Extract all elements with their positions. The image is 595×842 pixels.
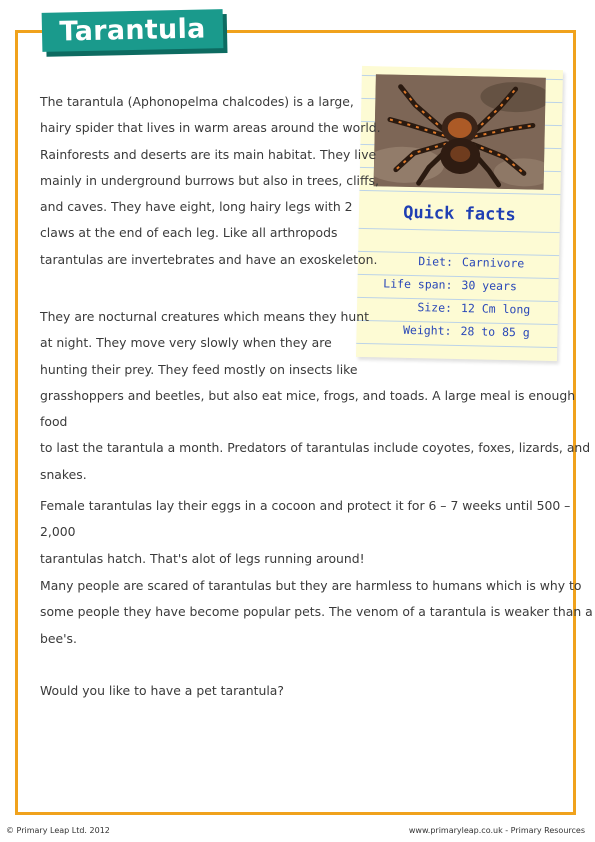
text-line: Female tarantulas lay their eggs in a cocoon and protect it for 6 – 7 weeks until 500 – 2,000 [40, 498, 571, 540]
text-line: to last the tarantula a month. Predators of tarantulas include coyotes, foxes, lizards, and [40, 440, 591, 456]
text-line: Would you like to have a pet tarantula? [40, 683, 284, 698]
pets-paragraph [40, 573, 593, 652]
text-line: and caves. They have eight, long hairy legs with 2 [40, 199, 353, 215]
eggs-paragraph [40, 493, 595, 572]
text-line: claws at the end of each leg. Like all arthropods [40, 225, 338, 241]
text-line: They are nocturnal creatures which means they hunt [40, 309, 369, 324]
text-line: bee's. [40, 630, 77, 646]
text-line: hunting their prey. They feed mostly on insects like [40, 361, 358, 377]
fact-label: Life span: [383, 276, 453, 292]
fact-value: Carnivore [461, 255, 525, 271]
text-line: some people they have become popular pets. The venom of a tarantula is weaker than a [40, 604, 593, 620]
text-line: mainly in underground burrows but also in trees, cliffs, [40, 172, 379, 188]
intro-paragraph [40, 89, 381, 273]
page-title: Tarantula [59, 13, 206, 48]
fact-value: 12 Cm long [460, 301, 531, 317]
tarantula-photo [374, 74, 546, 190]
tarantula-image [374, 74, 546, 190]
fact-label: Size: [417, 300, 453, 315]
text-line: hairy spider that lives in warm areas around the world. [40, 120, 381, 136]
fact-value: 30 years [461, 278, 518, 294]
fact-value: 28 to 85 g [460, 324, 530, 340]
text-line: tarantulas are invertebrates and have an exoskeleton. [40, 251, 378, 267]
fact-row-diet [358, 253, 559, 279]
text-line: Rainforests and deserts are its main habitat. They live [40, 146, 377, 162]
text-line: at night. They move very slowly when they are [40, 335, 332, 351]
text-line: The tarantula (Aphonopelma chalcodes) is a large, [40, 94, 354, 109]
text-line: snakes. [40, 466, 87, 482]
footer-website[interactable]: www.primaryleap.co.uk - Primary Resources [408, 826, 585, 835]
footer-copyright: © Primary Leap Ltd. 2012 [6, 826, 110, 835]
fact-row-life-span [357, 276, 558, 302]
fact-label: Diet: [418, 254, 454, 269]
question-paragraph [40, 678, 284, 704]
text-line: Many people are scared of tarantulas but they are harmless to humans which is why to [40, 578, 582, 593]
quick-facts-title: Quick facts [402, 202, 516, 226]
title-banner [42, 9, 224, 52]
text-line: tarantulas hatch. That's alot of legs running around! [40, 550, 365, 566]
fact-label: Weight: [402, 322, 452, 338]
text-line: grasshoppers and beetles, but also eat mice, frogs, and toads. A large meal is enough food [40, 387, 576, 430]
nocturnal-paragraph [40, 304, 595, 488]
